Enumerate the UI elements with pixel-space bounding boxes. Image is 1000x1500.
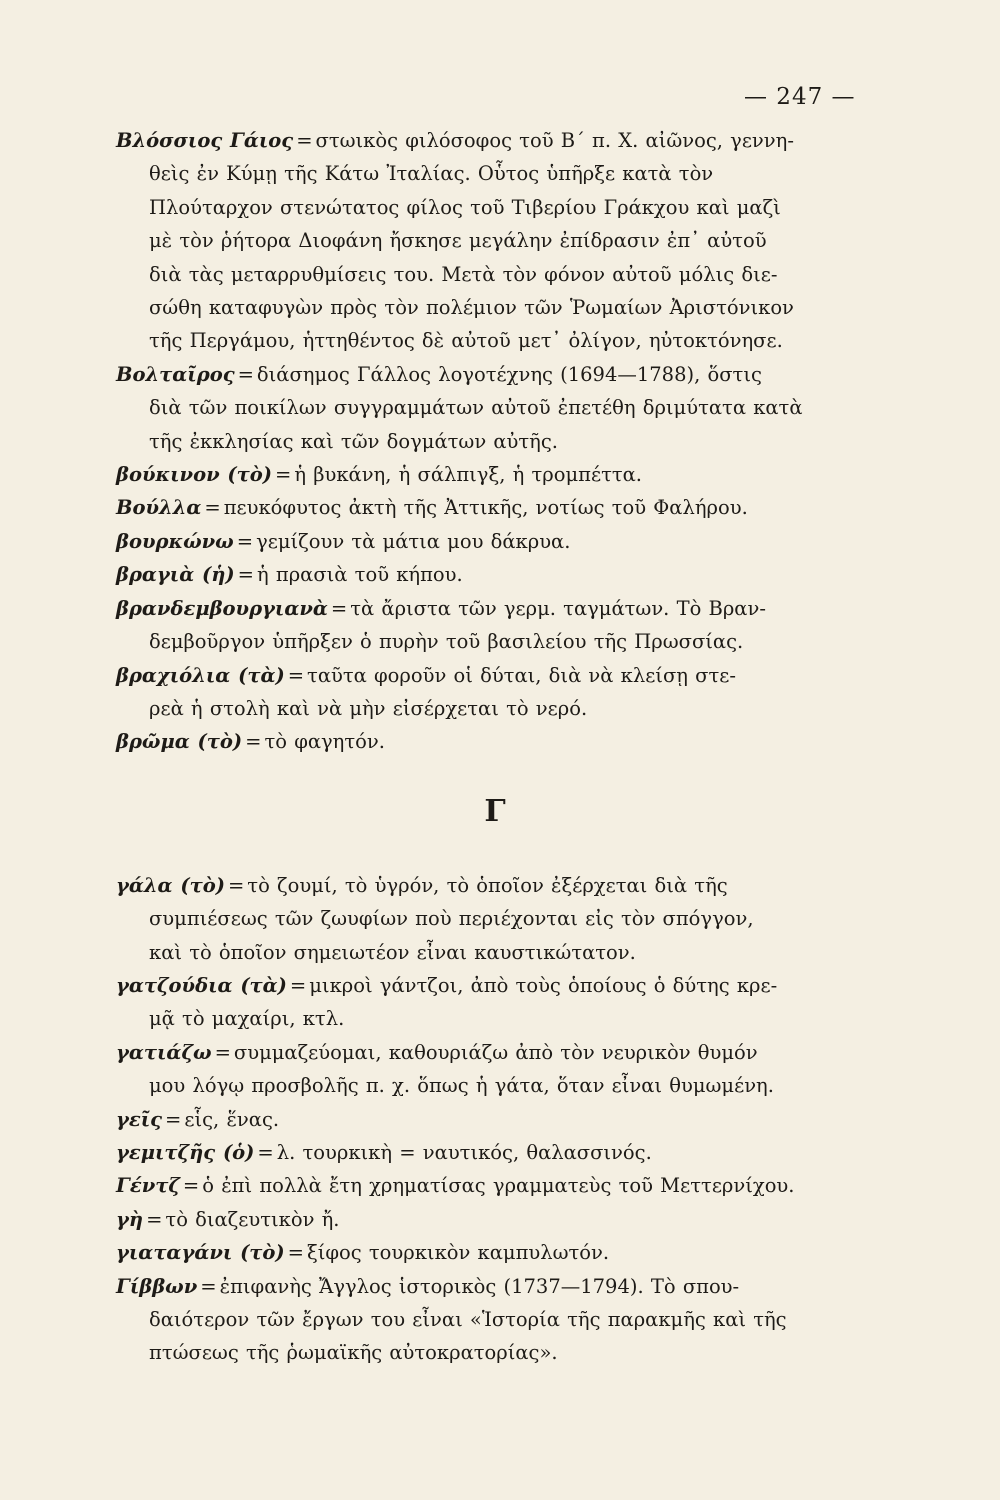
entries-letter-g — [116, 869, 874, 1370]
glossary-entry — [116, 1136, 874, 1169]
glossary-entry — [116, 525, 874, 558]
equals-sign: = — [227, 873, 245, 897]
entry-headword: γάλα (τὸ) — [116, 873, 225, 897]
section-letter: Γ — [484, 793, 506, 829]
entry-definition: τὰ ἄριστα τῶν γερμ. ταγμάτων. Τὸ Βραν- — [350, 596, 766, 620]
entry-headword: βουρκώνω — [116, 529, 234, 553]
page-number: — 247 — — [744, 84, 856, 110]
entry-headword: Βούλλα — [116, 496, 202, 520]
entry-headword: Γέντζ — [116, 1174, 180, 1198]
glossary-entry — [116, 969, 874, 1036]
entry-continuation-line: πτώσεως τῆς ῥωμαϊκῆς αὐτοκρατορίας». — [149, 1341, 558, 1365]
glossary-entry — [116, 725, 874, 758]
glossary-entries — [116, 124, 874, 1370]
equals-sign: = — [245, 730, 262, 754]
entry-headword: βραχιόλια (τὰ) — [116, 663, 285, 687]
equals-sign: = — [182, 1174, 200, 1198]
glossary-entry — [116, 1103, 874, 1136]
entry-headword: γὴ — [116, 1207, 144, 1231]
entry-headword: βούκινον (τὸ) — [116, 463, 272, 487]
glossary-entry — [116, 124, 874, 358]
equals-sign: = — [146, 1207, 163, 1231]
entry-continuation-line: τῆς ἐκκλησίας καὶ τῶν δογμάτων αὐτῆς. — [149, 429, 558, 453]
entry-definition: στωικὸς φιλόσοφος τοῦ Β΄ π. Χ. αἰῶνος, γεννη- — [315, 129, 794, 152]
equals-sign: = — [214, 1040, 231, 1064]
entry-definition: γεμίζουν τὰ μάτια μου δάκρυα. — [256, 529, 571, 553]
entry-headword: Βολταῖρος — [116, 362, 235, 386]
entry-headword: Γίββων — [116, 1274, 198, 1298]
entry-definition: τὸ φαγητόν. — [264, 730, 385, 754]
entry-headword: γατιάζω — [116, 1040, 212, 1064]
glossary-entry — [116, 1236, 874, 1269]
entry-continuation-line: μὲ τὸν ῥήτορα Διοφάνη ἤσκησε μεγάλην ἐπίδρασιν ἐπ᾽ αὐτοῦ — [149, 229, 767, 253]
entry-headword: Βλόσσιος Γάιος — [116, 129, 294, 152]
equals-sign: = — [330, 596, 348, 620]
entry-headword: βρανδεμβουργιανὰ — [116, 596, 328, 620]
glossary-entry — [116, 458, 874, 491]
entry-continuation-line: διὰ τῶν ποικίλων συγγραμμάτων αὐτοῦ ἐπετέθη δριμύτατα κατὰ — [149, 396, 803, 420]
entry-continuation-line: θεὶς ἐν Κύμῃ τῆς Κάτω Ἰταλίας. Οὗτος ὑπῆρξε κατὰ τὸν — [149, 162, 714, 186]
entry-continuation-line: δεμβοῦργον ὑπῆρξεν ὁ πυρὴν τοῦ βασιλείου τῆς Πρωσσίας. — [149, 630, 744, 654]
equals-sign: = — [274, 463, 292, 487]
equals-sign: = — [237, 362, 254, 386]
entry-headword: γιαταγάνι (τὸ) — [116, 1241, 285, 1265]
entry-continuation-line: σώθη καταφυγὼν πρὸς τὸν πολέμιον τῶν Ῥωμαίων Ἀριστόνικον — [149, 296, 794, 320]
entry-headword: βραγιὰ (ἡ) — [116, 563, 235, 587]
glossary-entry — [116, 659, 874, 726]
entry-continuation-line: ρεὰ ἡ στολὴ καὶ νὰ μὴν εἰσέρχεται τὸ νερό. — [149, 696, 588, 720]
entry-definition: ξίφος τουρκικὸν καμπυλωτόν. — [307, 1241, 610, 1265]
equals-sign: = — [165, 1107, 182, 1131]
glossary-entry — [116, 491, 874, 524]
entry-headword: γατζούδια (τὰ) — [116, 973, 287, 997]
entry-definition: συμμαζεύομαι, καθουριάζω ἀπὸ τὸν νευρικὸν θυμόν — [233, 1040, 758, 1064]
glossary-entry — [116, 1169, 874, 1202]
entry-definition: εἷς, ἕνας. — [184, 1107, 280, 1131]
entry-continuation-line: διὰ τὰς μεταρρυθμίσεις του. Μετὰ τὸν φόνον αὐτοῦ μόλις διε- — [149, 262, 778, 286]
entry-continuation-line: συμπιέσεως τῶν ζωυφίων ποὺ περιέχονται εἰς τὸν σπόγγον, — [149, 907, 754, 931]
entry-definition: ἐπιφανὴς Ἄγγλος ἱστορικὸς (1737—1794). Τὸ σπου- — [219, 1274, 740, 1298]
entry-definition: ἡ βυκάνη, ἡ σάλπιγξ, ἡ τρομπέττα. — [294, 463, 643, 487]
glossary-entry — [116, 1036, 874, 1103]
equals-sign: = — [236, 529, 254, 553]
glossary-entry — [116, 1203, 874, 1236]
equals-sign: = — [200, 1274, 217, 1298]
entry-continuation-line: μου λόγῳ προσβολῆς π. χ. ὅπως ἡ γάτα, ὅταν εἶναι θυμωμένη. — [149, 1074, 774, 1098]
entry-definition: μικροὶ γάντζοι, ἀπὸ τοὺς ὁποίους ὁ δύτης κρε- — [309, 973, 778, 997]
entry-headword: βρῶμα (τὸ) — [116, 730, 243, 754]
entry-continuation-line: Πλούταρχον στενώτατος φίλος τοῦ Τιβερίου Γράκχου καὶ μαζὶ — [149, 195, 781, 219]
entries-letter-b — [116, 124, 874, 759]
entry-definition: ἡ πρασιὰ τοῦ κήπου. — [257, 563, 463, 587]
glossary-entry — [116, 358, 874, 458]
entry-headword: γεῖς — [116, 1107, 163, 1131]
equals-sign: = — [296, 129, 313, 152]
equals-sign: = — [257, 1140, 274, 1164]
equals-sign: = — [204, 496, 221, 520]
entry-continuation-line: δαιότερον τῶν ἔργων του εἶναι «Ἱστορία τῆς παρακμῆς καὶ τῆς — [149, 1308, 787, 1331]
entry-headword: γεμιτζῆς (ὁ) — [116, 1140, 255, 1164]
glossary-entry — [116, 558, 874, 591]
equals-sign: = — [237, 563, 255, 587]
entry-definition: τὸ διαζευτικὸν ἤ. — [165, 1207, 340, 1231]
entry-continuation-line: τῆς Περγάμου, ἡττηθέντος δὲ αὐτοῦ μετ᾽ ὀλίγον, ηὐτοκτόνησε. — [149, 329, 783, 353]
entry-definition: ταῦτα φοροῦν οἱ δύται, διὰ νὰ κλείσῃ στε- — [307, 663, 736, 687]
equals-sign: = — [289, 973, 307, 997]
entry-definition: τὸ ζουμί, τὸ ὑγρόν, τὸ ὁποῖον ἐξέρχεται διὰ τῆς — [247, 873, 728, 897]
entry-definition: λ. τουρκικὴ = ναυτικός, θαλασσινός. — [276, 1140, 652, 1164]
entry-continuation-line: καὶ τὸ ὁποῖον σημειωτέον εἶναι καυστικώτατον. — [149, 940, 636, 964]
entry-definition: ὁ ἐπὶ πολλὰ ἔτη χρηματίσας γραμματεὺς τοῦ Μεττερνίχου. — [202, 1174, 795, 1198]
equals-sign: = — [287, 1241, 304, 1265]
glossary-entry — [116, 1270, 874, 1370]
entry-definition: διάσημος Γάλλος λογοτέχνης (1694—1788), ὅστις — [256, 362, 762, 386]
entry-continuation-line: μᾷ τὸ μαχαίρι, κτλ. — [149, 1007, 345, 1031]
glossary-entry — [116, 592, 874, 659]
equals-sign: = — [287, 663, 305, 687]
entry-definition: πευκόφυτος ἀκτὴ τῆς Ἀττικῆς, νοτίως τοῦ Φαλήρου. — [223, 496, 748, 520]
glossary-entry — [116, 869, 874, 969]
